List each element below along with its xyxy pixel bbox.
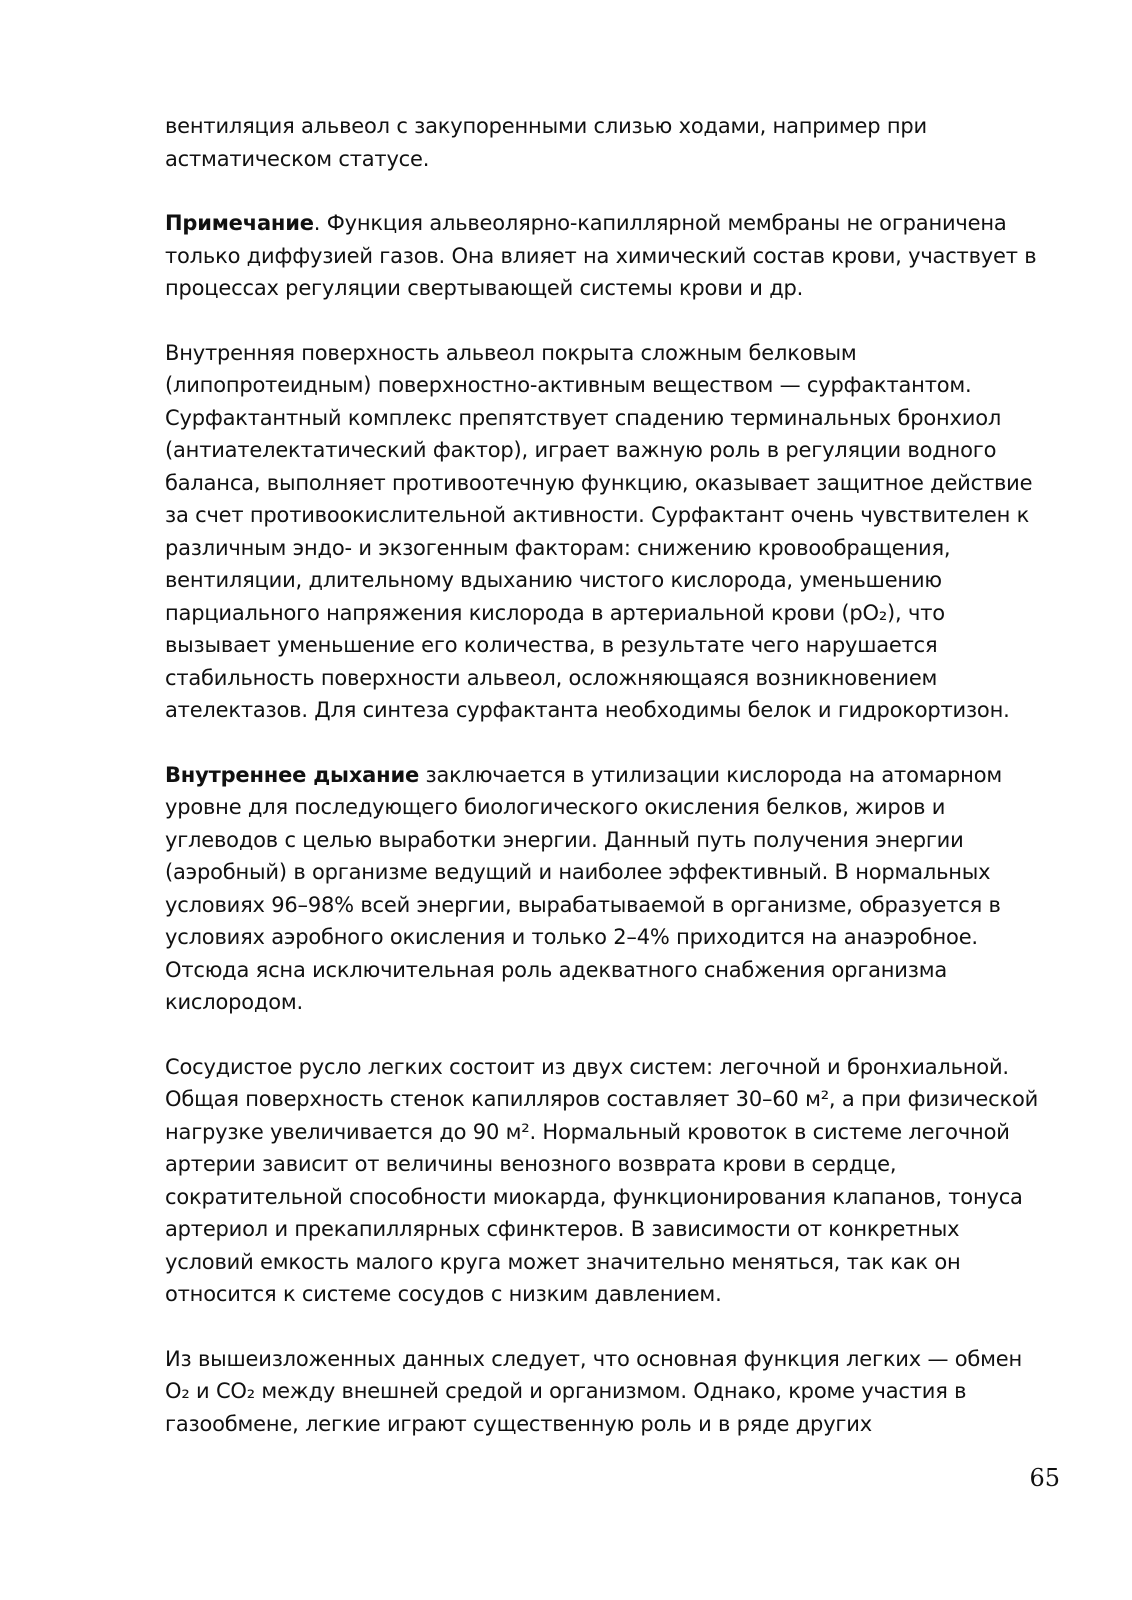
paragraph-4-term: Внутреннее дыхание [165,762,419,787]
paragraph-4 [165,759,1045,1019]
page-body [165,110,1045,1440]
paragraph-5-text: Сосудистое русло легких состоит из двух систем: легочной и бронхиальной. Общая поверхность стенок капилляров составляет 30–60 м², а при физической нагрузке увеличивается до 90 м². Нормальный кровоток в системе легочной артерии зависит от величины венозного возврата крови в сердце, сократительной способности миокарда, функционирования клапанов, тонуса артериол и прекапиллярных сфинктеров. В зависимости от конкретных условий емкость малого круга может значительно меняться, так как он относится к системе сосудов с низким давлением. [165,1054,1039,1306]
paragraph-1 [165,110,1045,175]
paragraph-3 [165,337,1045,727]
paragraph-4-text: заключается в утилизации кислорода на атомарном уровне для последующего биологического окисления белков, жиров и углеводов с целью выработки энергии. Данный путь получения энергии (аэробный) в организме ведущий и наиболее эффективный. В нормальных условиях 96–98% всей энергии, вырабатываемой в организме, образуется в условиях аэробного окисления и только 2–4% приходится на анаэробное. Отсюда ясна исключительная роль адекватного снабжения организма кислородом. [165,762,1002,1014]
paragraph-6-text: Из вышеизложенных данных следует, что основная функция легких — обмен O₂ и CO₂ между внешней средой и организмом. Однако, кроме участия в газообмене, легкие играют существенную роль и в ряде других [165,1346,1023,1436]
paragraph-1-text: вентиляция альвеол с закупоренными слизью ходами, например при астматическом статусе. [165,114,927,171]
paragraph-2-term: Примечание [165,211,314,235]
paragraph-6 [165,1343,1045,1441]
paragraph-2 [165,207,1045,305]
paragraph-2-text: . Функция альвеолярно-капиллярной мембраны не ограничена только диффузией газов. Она влияет на химический состав крови, участвует в процессах регуляции свертывающей системы крови и др. [165,211,1037,300]
paragraph-5 [165,1051,1045,1311]
page-number: 65 [1029,1464,1060,1492]
paragraph-3-text: Внутренняя поверхность альвеол покрыта сложным белковым (липопротеидным) поверхностно-активным веществом — сурфактантом. Сурфактантный комплекс препятствует спадению терминальных бронхиол (антиателектатический фактор), играет важную роль в регуляции водного баланса, выполняет противоотечную функцию, оказывает защитное действие за счет противоокислительной активности. Сурфактант очень чувствителен к различным эндо- и экзогенным факторам: снижению кровообращения, вентиляции, длительному вдыханию чистого кислорода, уменьшению парциального напряжения кислорода в артериальной крови (pO₂), что вызывает уменьшение его количества, в результате чего нарушается стабильность поверхности альвеол, осложняющаяся возникновением ателектазов. Для синтеза сурфактанта необходимы белок и гидрокортизон. [165,340,1033,722]
